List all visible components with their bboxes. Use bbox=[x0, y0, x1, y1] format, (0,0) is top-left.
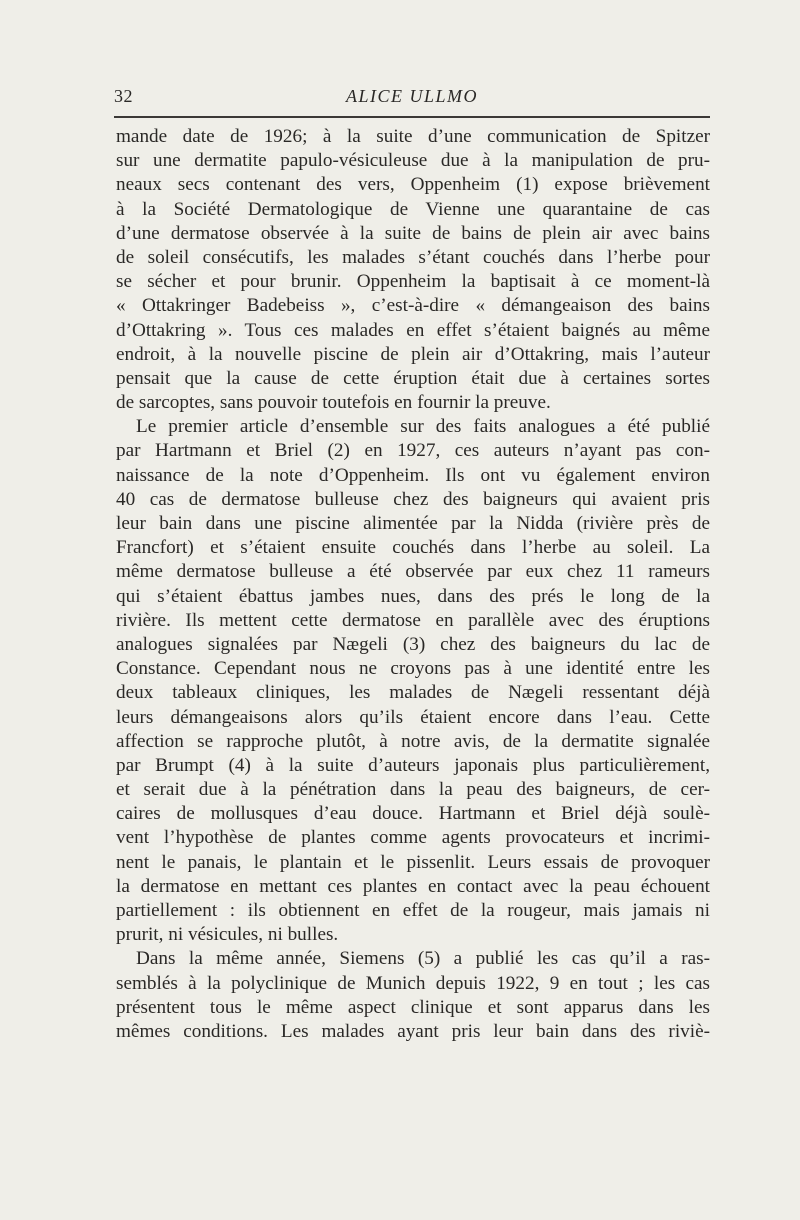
text-line: pensait que la cause de cette éruption était due à certaines sortes bbox=[116, 367, 710, 389]
text-line: « Ottakringer Badebeiss », c’est-à-dire « démangeaison des bains bbox=[116, 295, 710, 317]
header-rule bbox=[114, 116, 710, 118]
body-text bbox=[116, 125, 710, 1044]
text-line: rivière. Ils mettent cette dermatose en parallèle avec des éruptions bbox=[116, 609, 710, 631]
text-line: présentent tous le même aspect clinique et sont apparus dans les bbox=[116, 996, 710, 1018]
text-line: d’Ottakring ». Tous ces malades en effet s’étaient baignés au même bbox=[116, 319, 710, 341]
text-line: et serait due à la pénétration dans la peau des baigneurs, de cer- bbox=[116, 779, 710, 801]
text-line: Dans la même année, Siemens (5) a publié les cas qu’il a ras- bbox=[136, 948, 710, 970]
text-line: semblés à la polyclinique de Munich depuis 1922, 9 en tout ; les cas bbox=[116, 972, 710, 994]
text-line: la dermatose en mettant ces plantes en contact avec la peau échouent bbox=[116, 875, 710, 897]
text-line: nent le panais, le plantain et le pissenlit. Leurs essais de provoquer bbox=[116, 851, 710, 873]
text-line: mande date de 1926; à la suite d’une communication de Spitzer bbox=[116, 126, 710, 147]
text-line: neaux secs contenant des vers, Oppenheim (1) expose brièvement bbox=[116, 174, 710, 196]
text-line: par Hartmann et Briel (2) en 1927, ces auteurs n’ayant pas con- bbox=[116, 440, 710, 462]
text-line: par Brumpt (4) à la suite d’auteurs japonais plus particulièrement, bbox=[116, 754, 710, 776]
text-line: sur une dermatite papulo-vésiculeuse due à la manipulation de pru- bbox=[116, 150, 710, 172]
text-line: à la Société Dermatologique de Vienne une quarantaine de cas bbox=[116, 198, 710, 220]
text-line: vent l’hypothèse de plantes comme agents provocateurs et incrimi- bbox=[116, 827, 710, 849]
text-line: même dermatose bulleuse a été observée par eux chez 11 rameurs bbox=[116, 561, 710, 583]
text-line: naissance de la note d’Oppenheim. Ils ont vu également environ bbox=[116, 464, 710, 486]
running-title: ALICE ULLMO bbox=[345, 86, 478, 106]
text-line: Francfort) et s’étaient ensuite couchés dans l’herbe au soleil. La bbox=[116, 537, 710, 559]
text-line: analogues signalées par Nægeli (3) chez des baigneurs du lac de bbox=[116, 633, 710, 655]
text-line: endroit, à la nouvelle piscine de plein air d’Ottakring, mais l’auteur bbox=[116, 343, 710, 365]
text-line: affection se rapproche plutôt, à notre avis, de la dermatite signalée bbox=[116, 730, 710, 752]
text-line: prurit, ni vésicules, ni bulles. bbox=[116, 924, 339, 946]
page-header bbox=[114, 86, 710, 114]
text-line: de sarcoptes, sans pouvoir toutefois en fournir la preuve. bbox=[116, 392, 551, 414]
text-line: Constance. Cependant nous ne croyons pas à une identité entre les bbox=[116, 658, 710, 680]
text-line: se sécher et pour brunir. Oppenheim la baptisait à ce moment-là bbox=[116, 271, 710, 293]
page-number: 32 bbox=[114, 86, 133, 106]
text-line: mêmes conditions. Les malades ayant pris leur bain dans des riviè- bbox=[116, 1020, 710, 1042]
text-line: d’une dermatose observée à la suite de bains de plein air avec bains bbox=[116, 222, 710, 244]
text-line: caires de mollusques d’eau douce. Hartmann et Briel déjà soulè- bbox=[116, 803, 710, 825]
text-line: Le premier article d’ensemble sur des faits analogues a été publié bbox=[136, 416, 710, 438]
text-line: leurs démangeaisons alors qu’ils étaient encore dans l’eau. Cette bbox=[116, 706, 710, 728]
text-line: deux tableaux cliniques, les malades de Nægeli ressentant déjà bbox=[116, 682, 710, 704]
text-line: partiellement : ils obtiennent en effet de la rougeur, mais jamais ni bbox=[116, 900, 710, 921]
text-line: leur bain dans une piscine alimentée par la Nidda (rivière près de bbox=[116, 513, 710, 534]
text-line: qui s’étaient ébattus jambes nues, dans des prés le long de la bbox=[116, 585, 710, 607]
text-line: 40 cas de dermatose bulleuse chez des baigneurs qui avaient pris bbox=[116, 488, 710, 510]
text-line: de soleil consécutifs, les malades s’étant couchés dans l’herbe pour bbox=[116, 246, 710, 268]
